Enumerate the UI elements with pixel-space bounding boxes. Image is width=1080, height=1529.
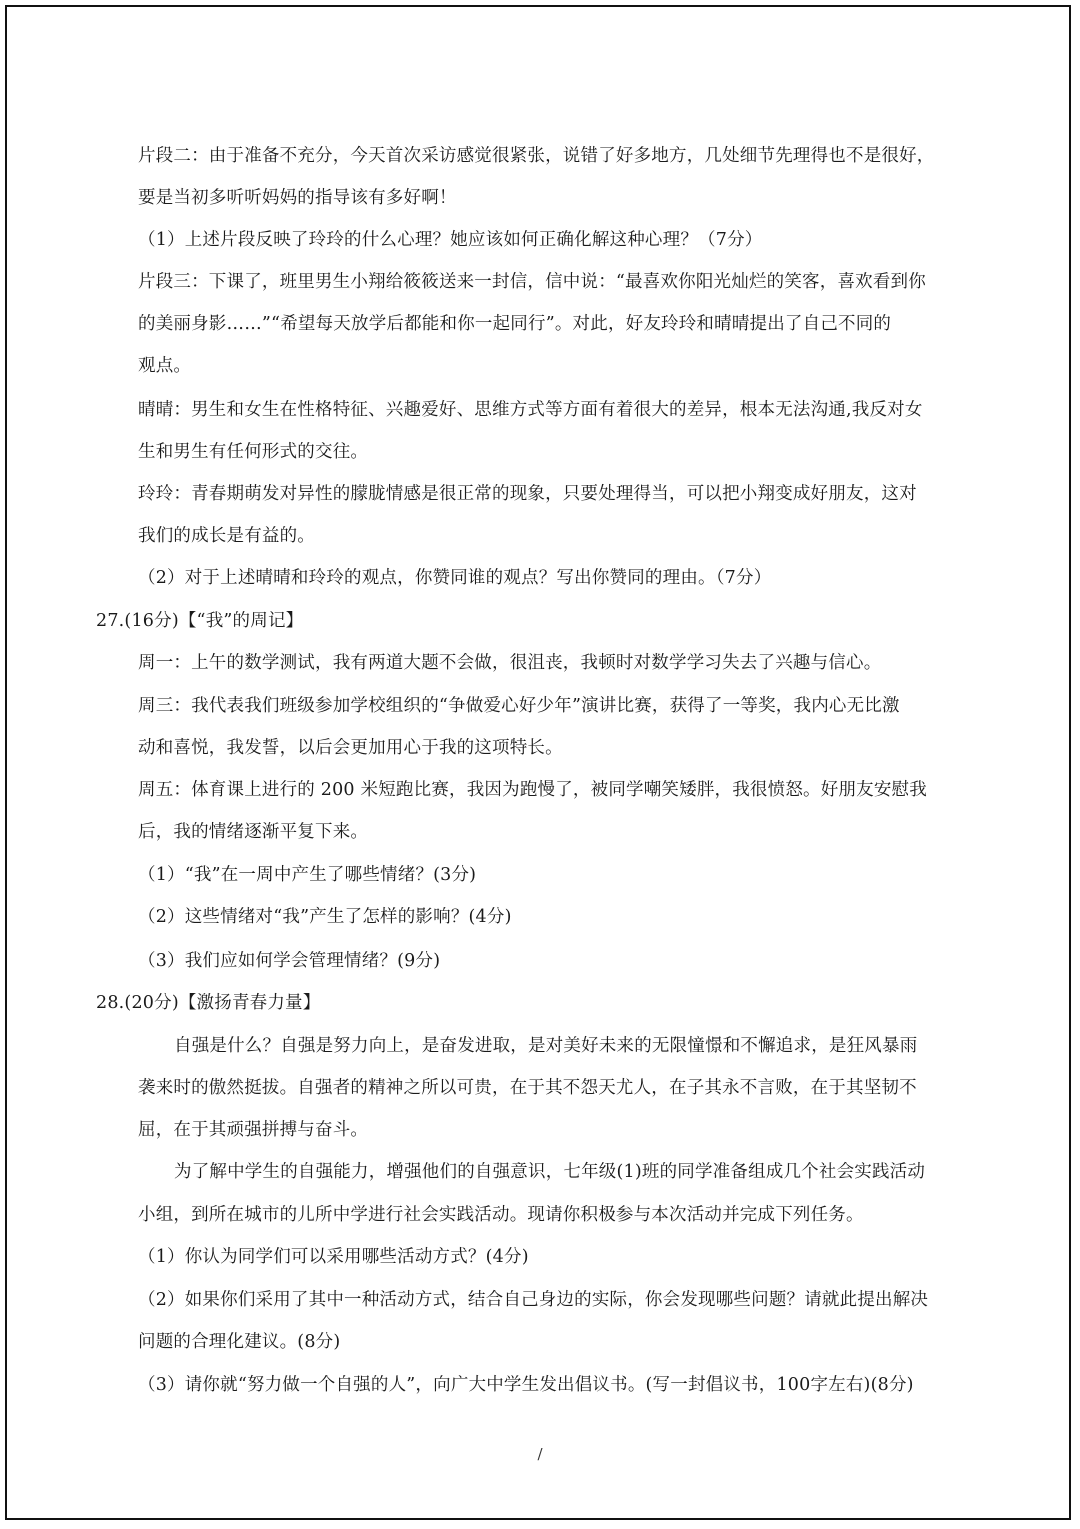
- passage-2-line-2: 小组，到所在城市的儿所中学进行社会实践活动。现请你积极参与本次活动并完成下列任务。: [138, 1205, 864, 1225]
- fragment-three-line-1: 片段三：下课了，班里男生小翔给筱筱送来一封信，信中说：“最喜欢你阳光灿烂的笑客，喜欢看到你: [138, 272, 926, 292]
- question-28-title: 28.(20分)【激扬青春力量】: [96, 993, 321, 1013]
- question-28-1: （1）你认为同学们可以采用哪些活动方式？(4分): [138, 1247, 529, 1267]
- question-26-2: （2）对于上述晴晴和玲玲的观点，你赞同谁的观点？写出你赞同的理由。（7分）: [138, 568, 772, 588]
- question-28-2-line-2: 问题的合理化建议。(8分): [138, 1332, 341, 1352]
- question-27-title: 27.(16分)【“我”的周记】: [96, 611, 304, 631]
- question-27-1: （1）“我”在一周中产生了哪些情绪？(3分): [138, 865, 477, 885]
- fragment-two-line-1: 片段二：由于准备不充分，今天首次采访感觉很紧张，说错了好多地方，几处细节先理得也不是很好，: [138, 146, 935, 166]
- fragment-two-line-2: 要是当初多听听妈妈的指导该有多好啊！: [138, 188, 457, 208]
- question-27-2: （2）这些情绪对“我”产生了怎样的影响？(4分): [138, 907, 512, 927]
- weekly-friday-line-1: 周五：体育课上进行的 200 米短跑比赛，我因为跑慢了，被同学嘲笑矮胖，我很愤怒。好朋友安慰我: [138, 780, 927, 800]
- question-28-3: （3）请你就“努力做一个自强的人”，向广大中学生发出倡议书。(写一封倡议书，100字左右)(8分): [138, 1375, 914, 1395]
- weekly-friday-line-2: 后，我的情绪逐渐平复下来。: [138, 822, 369, 842]
- passage-1-line-1: 自强是什么？自强是努力向上，是奋发进取，是对美好未来的无限憧憬和不懈追求，是狂风暴雨: [174, 1036, 918, 1056]
- passage-1-line-2: 袭来时的傲然挺拔。自强者的精神之所以可贵，在于其不怨天尤人，在子其永不言败，在于其坚韧不: [138, 1078, 917, 1098]
- qingqing-view-line-1: 晴晴：男生和女生在性格特征、兴趣爱好、思维方式等方面有着很大的差异，根本无法沟通,我反对女: [138, 400, 923, 420]
- weekly-wednesday-line-1: 周三：我代表我们班级参加学校组织的“争做爱心好少年”演讲比赛，获得了一等奖，我内心无比激: [138, 696, 900, 716]
- question-26-1: （1）上述片段反映了玲玲的什么心理？她应该如何正确化解这种心理？（7分）: [138, 230, 763, 250]
- question-27-3: （3）我们应如何学会管理情绪？(9分): [138, 951, 441, 971]
- weekly-wednesday-line-2: 动和喜悦，我发誓，以后会更加用心于我的这项特长。: [138, 738, 563, 758]
- weekly-monday: 周一：上午的数学测试，我有两道大题不会做，很沮丧，我顿时对数学学习失去了兴趣与信心。: [138, 653, 882, 673]
- lingling-view-line-2: 我们的成长是有益的。: [138, 526, 315, 546]
- page-footer-mark: /: [537, 1445, 543, 1463]
- question-28-2-line-1: （2）如果你们采用了其中一种活动方式，结合自己身边的实际，你会发现哪些问题？请就此提出解决: [138, 1290, 929, 1310]
- passage-1-line-3: 屈，在于其顽强拼搏与奋斗。: [138, 1120, 369, 1140]
- lingling-view-line-1: 玲玲：青春期萌发对异性的朦胧情感是很正常的现象，只要处理得当，可以把小翔变成好朋友，这对: [138, 484, 917, 504]
- fragment-three-line-3: 观点。: [138, 356, 192, 376]
- fragment-three-line-2: 的美丽身影……”“希望每天放学后都能和你一起同行”。对此，好友玲玲和晴晴提出了自己不同的: [138, 314, 892, 334]
- passage-2-line-1: 为了解中学生的自强能力，增强他们的自强意识，七年级(1)班的同学准备组成几个社会实践活动: [174, 1162, 926, 1182]
- qingqing-view-line-2: 生和男生有任何形式的交往。: [138, 442, 369, 462]
